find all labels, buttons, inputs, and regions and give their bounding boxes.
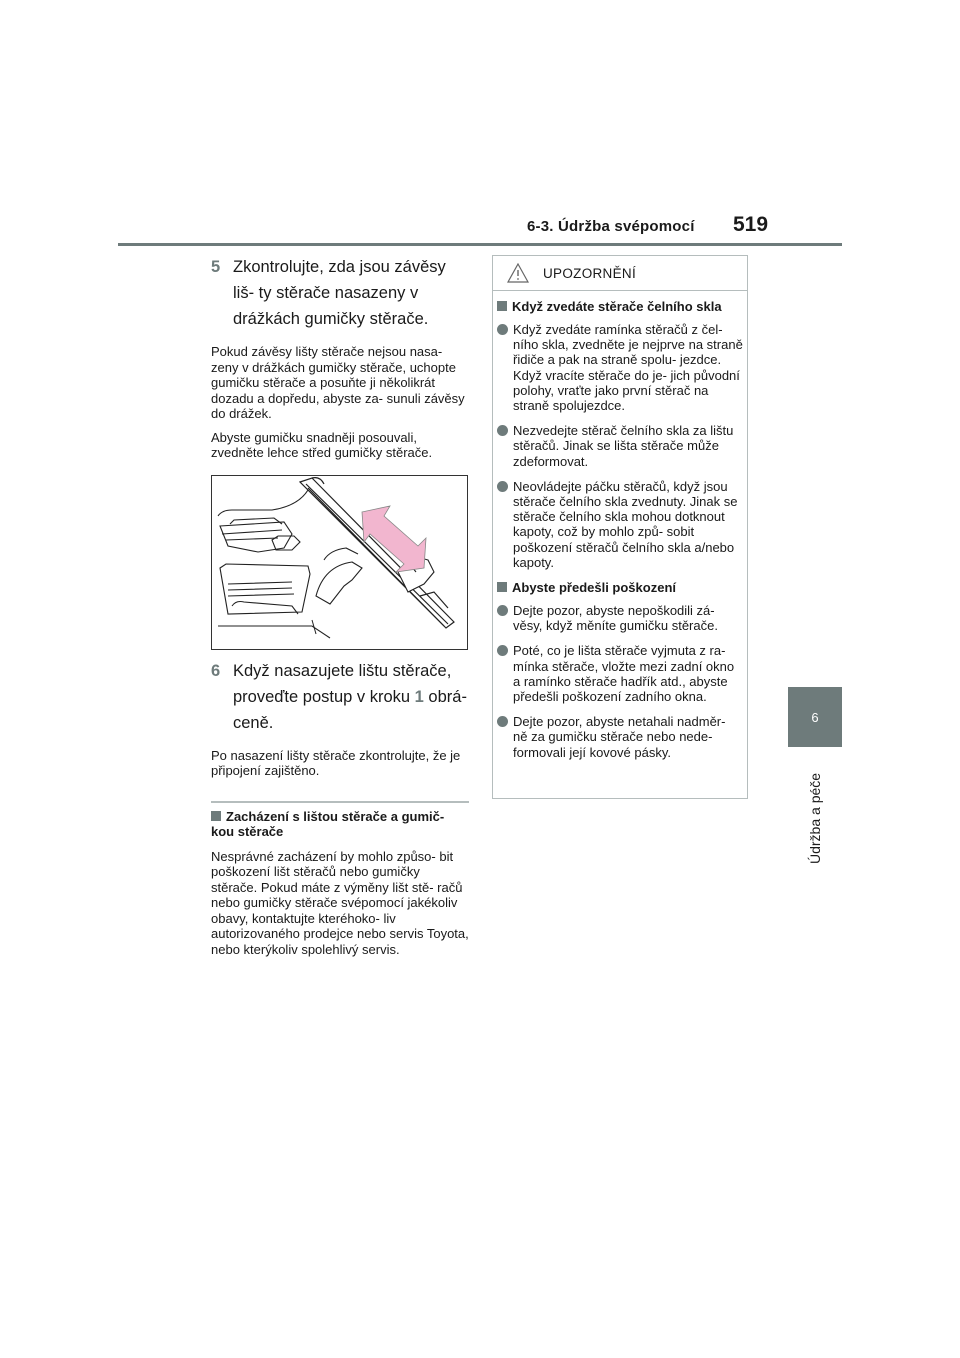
chapter-number: 6 — [811, 709, 819, 725]
page-number: 519 — [733, 213, 769, 236]
warning-triangle-icon — [507, 263, 529, 283]
warning-subheading — [497, 299, 743, 314]
step-6 — [211, 658, 469, 736]
step-text: Když nasazujete lištu stěrače, proveďte postup v kroku — [233, 661, 452, 706]
main-column — [211, 254, 469, 965]
chapter-tab — [788, 687, 842, 747]
chapter-label — [788, 754, 842, 864]
warning-item — [497, 479, 743, 570]
wiper-drawing — [212, 476, 467, 649]
bullet-dot-icon — [497, 605, 508, 616]
section-divider — [211, 801, 469, 803]
square-bullet-icon — [497, 301, 507, 311]
header-divider — [118, 243, 842, 246]
warning-item — [497, 643, 743, 704]
subheading-text: Zacházení s lištou stěrače a gumič- kou stěrače — [211, 808, 445, 839]
square-bullet-icon — [497, 582, 507, 592]
wiper-illustration — [211, 475, 468, 650]
paragraph: Abyste gumičku snadněji posouvali, zvedněte lehce střed gumičky stěrače. — [211, 429, 433, 460]
warning-item-text: Neovládejte páčku stěračů, když jsou stěrače čelního skla zvednuty. Jinak se stěrače čelního skla mohou dotknout kapoty, což by mohlo způ- sobit poškození stěračů čelního skla a/nebo kapoty. — [513, 478, 738, 570]
step-5 — [211, 254, 469, 332]
warning-subheading-text: Abyste předešli poškození — [512, 580, 676, 596]
warning-item-text: Nezvedejte stěrač čelního skla za lištu stěračů. Jinak se lišta stěrače může zdeformovat. — [513, 423, 734, 469]
blade-detail-inset — [218, 490, 330, 638]
step-reference: 1 — [414, 687, 424, 706]
chapter-label-text: Údržba a péče — [807, 772, 823, 864]
subheading — [211, 809, 469, 839]
warning-title: UPOZORNĚNÍ — [543, 265, 637, 281]
warning-subheading — [497, 580, 743, 595]
bullet-dot-icon — [497, 481, 508, 492]
step-text-end: obrá- ceně. — [233, 687, 467, 732]
warning-item-text: Když zvedáte ramínka stěračů z čel- ního skla, zvedněte je nejprve na straně řidiče a pak na straně spolu- jezdce. Když vracíte stěrače do je- jich původní polohy, vraťte jako první stěrač na straně spolujezdce. — [513, 322, 743, 414]
warning-body — [493, 299, 747, 760]
warning-header — [493, 256, 747, 291]
warning-item — [497, 423, 743, 469]
paragraph: Po nasazení lišty stěrače zkontrolujte, že je připojení zajištěno. — [211, 747, 461, 778]
step-number: 5 — [211, 258, 221, 276]
step-number: 6 — [211, 661, 221, 680]
paragraph: Nesprávné zacházení by mohlo způso- bit poškození lišt stěračů nebo gumičky stěrače. Pokud máte z výměny lišt stě- račů nebo gumičky stěrače svépomocí jakékoliv obavy, kontaktujte kteréhoko- liv autorizovaného prodejce nebo servis Toyota, nebo kterýkoliv spolehlivý servis. — [211, 848, 469, 957]
paragraph: Pokud závěsy lišty stěrače nejsou nasa- zeny v drážkách gumičky stěrače, uchopte gumičku stěrače a posuňte ji několikrát dozadu a dopředu, abyste za- sunuli závěsy do drážek. — [211, 344, 465, 421]
warning-item-text: Poté, co je lišta stěrače vyjmuta z ra- mínka stěrače, vložte mezi zadní okno a ramínko stěrače hadřík atd., abyste předešli poškození zadního okna. — [513, 643, 735, 705]
bullet-dot-icon — [497, 324, 508, 335]
section-title: 6-3. Údržba svépomocí — [527, 218, 695, 235]
bullet-dot-icon — [497, 425, 508, 436]
square-bullet-icon — [211, 811, 221, 821]
warning-item-text: Dejte pozor, abyste netahali nadměr- ně za gumičku stěrače nebo nede- formovali její kovové pásky. — [513, 714, 726, 760]
warning-subheading-text: Když zvedáte stěrače čelního skla — [512, 299, 722, 314]
wiper-blade — [300, 477, 454, 627]
warning-item — [497, 603, 743, 633]
warning-item — [497, 322, 743, 413]
warning-item — [497, 714, 743, 760]
warning-item-text: Dejte pozor, abyste nepoškodili zá- věsy, když měníte gumičku stěrače. — [513, 603, 718, 634]
bullet-dot-icon — [497, 716, 508, 727]
warning-box — [492, 255, 748, 799]
step-text: Zkontrolujte, zda jsou závěsy liš- ty stěrače nasazeny v drážkách gumičky stěrače. — [233, 258, 446, 328]
bullet-dot-icon — [497, 645, 508, 656]
